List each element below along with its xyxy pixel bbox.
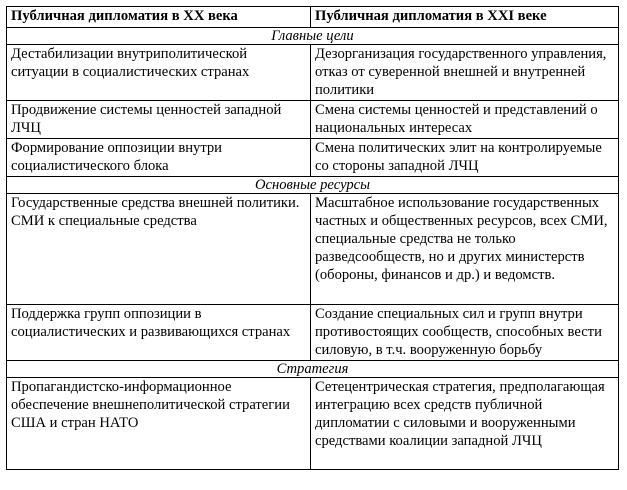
table-row — [7, 101, 619, 139]
table-cell-21st: Создание специальных сил и групп внутри противостоящих сообществ, способных вести силовую, в т.ч. вооруженную борьбу — [311, 305, 619, 361]
table-cell-20th: Государственные средства внешней политики. СМИ к специальные средства — [7, 194, 311, 305]
table-cell-20th: Поддержка групп оппозиции в социалистических и развивающихся странах — [7, 305, 311, 361]
table-cell-21st: Смена системы ценностей и представлений о национальных интересах — [311, 101, 619, 139]
table-cell-21st: Дезорганизация государственного управления, отказ от суверенной внешней и внутренней политики — [311, 45, 619, 101]
table-cell-20th: Пропагандистско-информационное обеспечение внешнеполитической стратегии США и стран НАТО — [7, 378, 311, 470]
table-cell-21st: Масштабное использование государственных частных и общественных ресурсов, всех СМИ, специальные средства не только разведсообществ, но и других министерств (обороны, финансов и др.) и ведомств. — [311, 194, 619, 305]
section-row-main-goals — [7, 28, 619, 45]
section-row-main-resources — [7, 177, 619, 194]
table-cell-20th: Продвижение системы ценностей западной ЛЧЦ — [7, 101, 311, 139]
section-title: Стратегия — [7, 361, 619, 378]
table-header-row — [7, 7, 619, 28]
table-row — [7, 305, 619, 361]
table-row — [7, 378, 619, 470]
table-row — [7, 139, 619, 177]
section-title: Главные цели — [7, 28, 619, 45]
table-cell-20th: Дестабилизации внутриполитической ситуации в социалистических странах — [7, 45, 311, 101]
table-cell-21st: Сетецентрическая стратегия, предполагающая интеграцию всех средств публичной дипломатии с силовыми и вооруженными средствами коалиции западной ЛЧЦ — [311, 378, 619, 470]
header-col-21st-century: Публичная дипломатия в XXI веке — [311, 7, 619, 28]
section-row-strategy — [7, 361, 619, 378]
table-cell-21st: Смена политических элит на контролируемые со стороны западной ЛЧЦ — [311, 139, 619, 177]
section-title: Основные ресурсы — [7, 177, 619, 194]
table-row — [7, 45, 619, 101]
header-col-20th-century: Публичная дипломатия в XX века — [7, 7, 311, 28]
table-row — [7, 194, 619, 305]
comparison-table — [6, 6, 619, 470]
table-cell-20th: Формирование оппозиции внутри социалистического блока — [7, 139, 311, 177]
